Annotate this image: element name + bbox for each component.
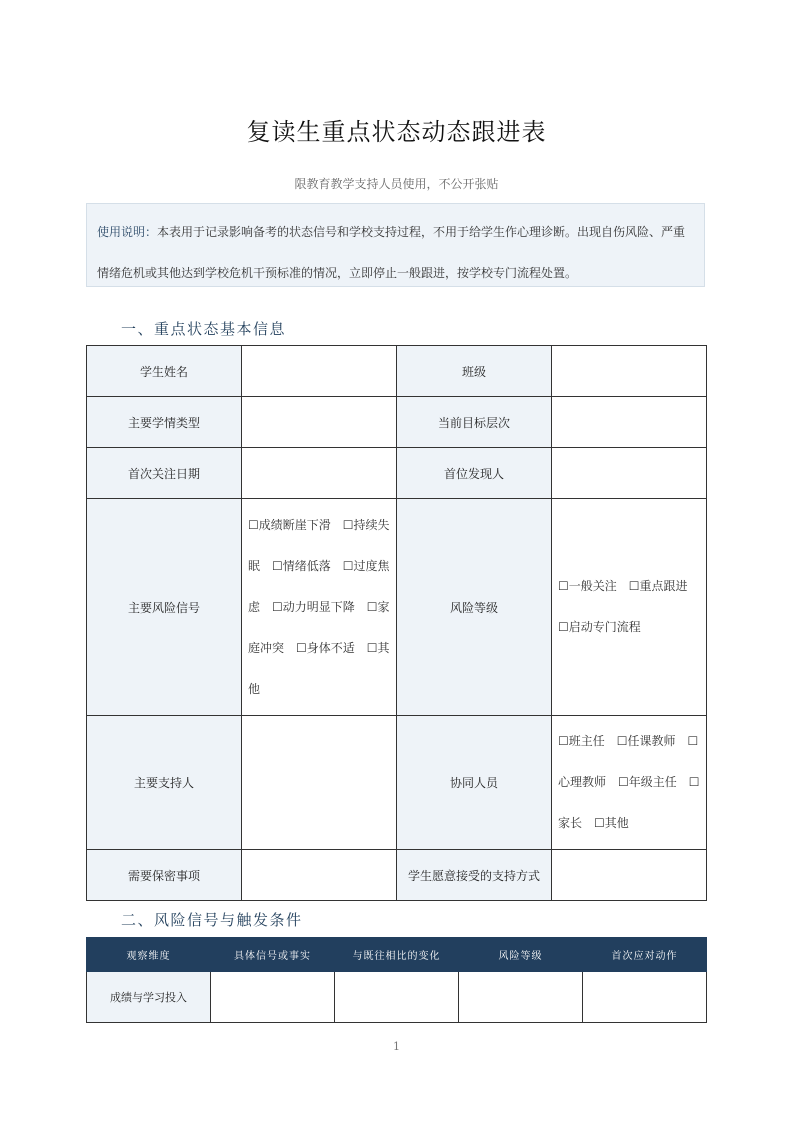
risk-signal-options[interactable]: ☐成绩断崖下滑 ☐持续失眠 ☐情绪低落 ☐过度焦虑 ☐动力明显下降 ☐家庭冲突 ☐身体不适 ☐其他: [242, 499, 397, 716]
table-row: [87, 499, 707, 716]
field-value-signal[interactable]: [211, 972, 335, 1023]
field-value-first-finder[interactable]: [552, 448, 707, 499]
notice-text: 本表用于记录影响备考的状态信号和学校支持过程，不用于给学生作心理诊断。出现自伤风险、严重情绪危机或其他达到学校危机干预标准的情况，立即停止一般跟进，按学校专门流程处置。: [97, 225, 686, 280]
field-value-first-date[interactable]: [242, 448, 397, 499]
field-value-study-type[interactable]: [242, 397, 397, 448]
field-value-risk-level[interactable]: [459, 972, 583, 1023]
field-value-confidential[interactable]: [242, 850, 397, 901]
column-header: 风险等级: [459, 938, 583, 972]
risk-level-options[interactable]: ☐一般关注 ☐重点跟进 ☐启动专门流程: [552, 499, 707, 716]
table-row: [87, 850, 707, 901]
field-value-class[interactable]: [552, 346, 707, 397]
dimension-label: 成绩与学习投入: [87, 972, 211, 1023]
table-header-row: [87, 938, 707, 972]
collaborator-options[interactable]: ☐班主任 ☐任课教师 ☐心理教师 ☐年级主任 ☐家长 ☐其他: [552, 716, 707, 850]
column-header: 观察维度: [87, 938, 211, 972]
table-row: [87, 346, 707, 397]
column-header: 与既往相比的变化: [335, 938, 459, 972]
field-value-student-name[interactable]: [242, 346, 397, 397]
field-label: 需要保密事项: [87, 850, 242, 901]
page-subtitle: 限教育教学支持人员使用，不公开张贴: [294, 177, 499, 191]
section-heading-basic-info: 一、重点状态基本信息: [121, 320, 287, 338]
field-label: 主要学情类型: [87, 397, 242, 448]
field-value-main-supporter[interactable]: [242, 716, 397, 850]
field-value-first-action[interactable]: [583, 972, 707, 1023]
field-value-support-method[interactable]: [552, 850, 707, 901]
risk-signal-table: [86, 937, 707, 1023]
table-row: [87, 448, 707, 499]
table-row: [87, 972, 707, 1023]
field-label: 当前目标层次: [397, 397, 552, 448]
field-label: 学生姓名: [87, 346, 242, 397]
field-value-change[interactable]: [335, 972, 459, 1023]
table-row: [87, 716, 707, 850]
page-title: 复读生重点状态动态跟进表: [246, 118, 547, 146]
field-label: 主要风险信号: [87, 499, 242, 716]
field-label: 班级: [397, 346, 552, 397]
notice-label: 使用说明：: [97, 225, 158, 239]
field-label: 学生愿意接受的支持方式: [397, 850, 552, 901]
column-header: 具体信号或事实: [211, 938, 335, 972]
field-value-target-level[interactable]: [552, 397, 707, 448]
table-row: [87, 397, 707, 448]
field-label: 首次关注日期: [87, 448, 242, 499]
usage-notice: [86, 203, 705, 287]
field-label: 主要支持人: [87, 716, 242, 850]
field-label: 首位发现人: [397, 448, 552, 499]
page-number: 1: [393, 1040, 400, 1053]
column-header: 首次应对动作: [583, 938, 707, 972]
basic-info-table: [86, 345, 707, 901]
field-label: 协同人员: [397, 716, 552, 850]
field-label: 风险等级: [397, 499, 552, 716]
section-heading-risk-signals: 二、风险信号与触发条件: [121, 911, 303, 929]
